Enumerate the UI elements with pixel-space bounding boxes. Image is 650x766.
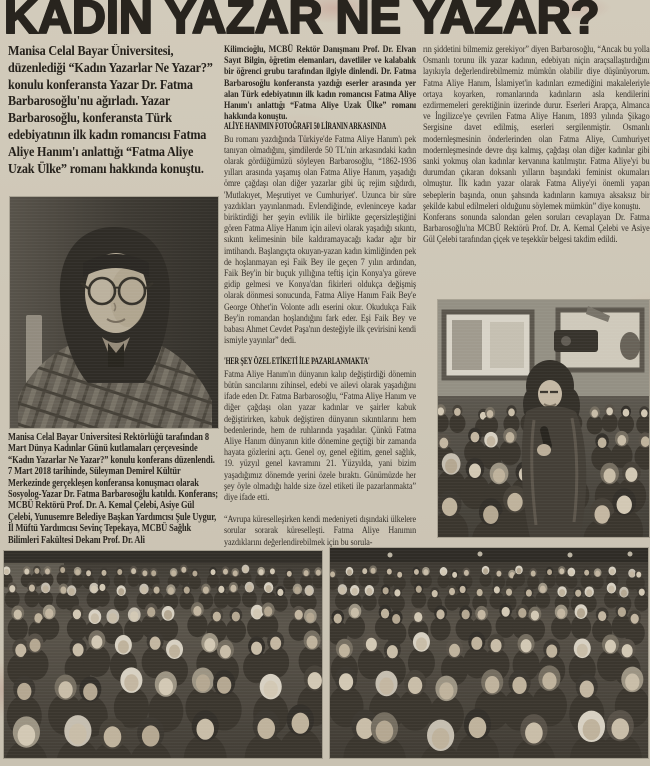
article-col1-body: Manisa Celal Bayar Üniversitesi Rektörlüğü tarafından 8 Mart Dünya Kadınlar Günü kutlamaları çerçevesinde “Kadın Yazarlar Ne Yazar?” konulu konferans düzenlendi. 7 Mart 2018 tarihinde, Süleyman Demirel Kültür Merkezinde gerçekleşen konferansa konuşmacı olarak Sosyolog-Yazar Dr. Fatma Barbarosoğlu katıldı. Konferans; MCBÜ Rektörü Prof. Dr. A. Kemal Çelebi, Asiye Gül Çelebi, Yunusemre Belediye Başkan Yardımcısı Şule Uygur, İl Müftü Yardımcısı Sevinç Tepekaya, MCBÜ Sağlık Bilimleri Fakültesi Dekanı Prof. Dr. Ali xyxy=(8,432,218,546)
col2-intro: Kilimcioğlu, MCBÜ Rektör Danışmanı Prof. Dr. Elvan Sayıt Bilgin, öğretim elemanları, davetliler ve kalabalık bir öğrenci grubu tarafından ilgiyle dinlendi. Dr. Fatma Barbarosoğlu konferansta yazdığı eserler arasında yer alan Türk edebiyatının ilk kadın romancısı Fatma Aliye Hanım'ı anlattığı “Fatma Aliye Uzak Ülke” romanı hakkında konuştu. xyxy=(224,44,417,123)
col3-para1: rın şiddetini bilmemiz gerekiyor” diyen Barbarosoğlu, “Ancak bu yolla Osmanlı torunu ilk yazar kadının, edebiyatı niçin araçsallaştırdığını layıkıyla değerlendirebilmemiz mümkün olabilir diye düşünüyorum. Fatma Aliye Hanım, İslamiyet'in kadınları ezmediğini makaleleriyle ortaya koyarken, romanlarında kadınların asla kendilerini ezdirmemeleri gerektiğinin üzerinde durur. Eserleri Arapça, Almanca ve İngilizce'ye çevrilen Fatma Aliye Hanım, 1893 yılında Şikago Sergisine davet edilmiş, eserleri sergilenmiştir. Osmanlı modernleşmesinin önderlerinden olan Fatma Aliye, Cumhuriyet modernleşmesinde devre dışı kalmış, çağdaşı olan diğer kadınlar gibi sanki yokmuş olan kadınlar kervanına katılmıştır. Fatma Aliye'yi bu durumdan çıkaran doksanlı yılların başındaki feminist okumaları olmuştur. İlk kadın yazar olarak Fatma Aliye'yi önemli yapan sebeplerin başında, onun şahsında kadınların kamuya aksaksız bir şekilde kabul edilmeleri olduğunu söylemek mümkün” diye konuştu. xyxy=(423,44,650,212)
subhead-aliye-fotografi: ALİYE HANIMIN FOTOĞRAFI 50 LİRANIN ARKASINDA xyxy=(224,122,387,133)
article-col2 xyxy=(224,44,416,550)
portrait-photo-art xyxy=(10,197,218,428)
audience-question-photo-art xyxy=(438,300,649,537)
audience-photo-left xyxy=(4,551,322,758)
col2-para3: “Avrupa küreselleşirken kendi medeniyeti dışındaki ülkelere sorular sorarak küreselleşti. Fatma Aliye Hanımın yazdıklarını değerlendirebilmek için bu sorula- xyxy=(224,514,417,548)
col2-para1: Bu romanı yazdığında Türkiye'de Fatma Aliye Hanım'ı pek tanıyan olmadığını, şimdilerde 50 TL'nin arkasındaki kadın olarak gördüğümüzü söyleyen Barbarosoğlu, “1862-1936 yılları arasında yaşamış olan Fatma Aliye Hanım, yaşadığı ömre çağdaşı olan diğer yazarlar gibi üç rejim sığdırdı, 'Mutlakıyet, Meşrutiyet ve Cumhuriyet'. Uzunca bir süre yazdıkları yayınlanmadı. Evlendiğinde, evleninceye kadar biriktirdiği her şeyin evlilik ile birlikte geçersizleştiğini gören Fatma Aliye Hanım için ailevi olarak yaşadığı sıkıntı, sıkıntı kelimesinin bile kaldıramayacağı kadar ağır bir imtihandı. Başlangıçta okuyan-yazan kadın kimliğinden pek de hoşlanmayan eşi Faik Bey ile geçen 7 yılın ardından, Faik Bey'in bir buçuk yıllığına teftiş için Konya'ya göreve gidip gelmesi ve Konya'dan fikirleri oldukça değişmiş olarak dönmesi sonucunda, Fatma Aliye Hanım Faik Bey'e George Ohhet'in Volonte adlı eserini okur. Okudukça Faik Bey'in romandan hoşlandığını fark eder. Eşi Faik Bey ve babası Ahmet Cevdet Paşa'nın desteğiyle ilk çevirisini kendi ismiyle yayınlar” dedi. xyxy=(224,133,417,347)
col2-para2: Fatma Aliye Hanım'ın dünyanın kalıp değiştirdiği dönemin bütün sancılarını zihinsel, edebi ve ailevi olarak yaşadığını ifade eden Dr. Fatma Barbarosoğlu, “Fatma Aliye Hanım ve diğer çağdaşı olan yazar kadınlar ve şairler kabuk değiştirirken, kabuk değiştiren dünyanın sıkıntılarını hem bedenlerinde, hem de ruhlarında yaşadılar. Çünkü Fatma Aliye Hanım dünyanın kitle dönemine geçtiği bir zamanda hayata gözlerini açtı. Genel oy, genel eğitim, genel sağlık, 19. yüzyıl genel kavramını 21. Yüzyılda, yani bizim yaşadığımız dönemde yerini özele bıraktı. Günümüzde her şey öyle olmadığı halde size özel etiketi ile pazarlanmakta” diye ifade etti. xyxy=(224,368,417,503)
article-col3 xyxy=(423,44,650,300)
article-headline: KADIN YAZAR NE YAZAR? xyxy=(4,0,600,43)
col3-para2: Konferans sonunda salondan gelen soruları cevaplayan Dr. Fatma Barbarosoğlu'na MCBÜ Rektörü Prof. Dr. A. Kemal Çelebi ve Asiye Gül Çelebi tarafından çiçek ve teşekkür belgesi takdim edildi. xyxy=(423,212,650,246)
article-lead: Manisa Celal Bayar Üniversitesi, düzenlediği “Kadın Yazarlar Ne Yazar?” konulu konferansta Yazar Dr. Fatma Barbarosoğlu'nu ağırladı. Yazar Barbarosoğlu, konferansta Türk edebiyatının ilk kadın romancısı Fatma Aliye Hanım'ı anlattığı “Fatma Aliye Uzak Ülke” romanı hakkında konuştu. xyxy=(8,44,213,177)
subhead-ozel-etiketi: 'HER ŞEY ÖZEL ETİKETİ İLE PAZARLANMAKTA' xyxy=(224,357,370,368)
portrait-photo xyxy=(10,197,218,428)
audience-question-photo xyxy=(438,300,649,537)
audience-photo-right-art xyxy=(330,548,648,758)
audience-photo-right xyxy=(330,548,648,758)
audience-photo-left-art xyxy=(4,551,322,758)
